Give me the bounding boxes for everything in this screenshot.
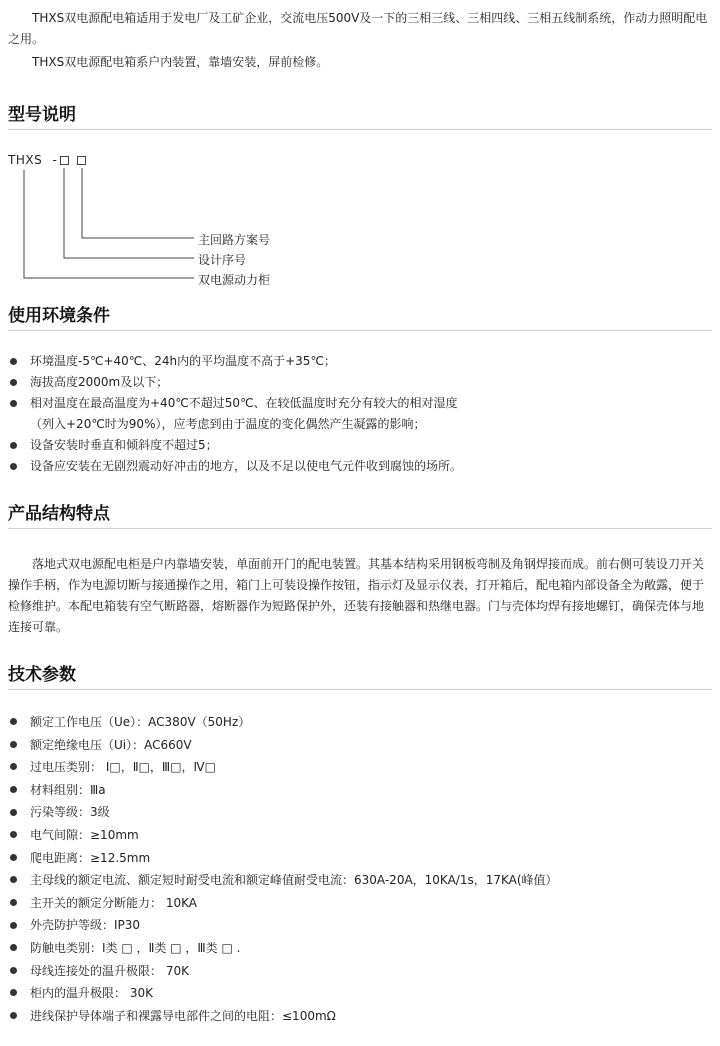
list-item bbox=[8, 869, 712, 892]
model-code-text: THXS bbox=[8, 153, 43, 167]
list-item bbox=[8, 435, 712, 456]
list-item-text: 材料组别：Ⅲa bbox=[30, 782, 106, 797]
list-item-text: 污染等级：3级 bbox=[30, 805, 110, 820]
list-item bbox=[8, 824, 712, 847]
environment-list bbox=[8, 351, 712, 477]
bullet-icon bbox=[10, 786, 17, 793]
bullet-icon bbox=[10, 944, 17, 951]
structure-section-heading bbox=[8, 503, 712, 529]
list-item-text: 海拔高度2000m及以下； bbox=[30, 375, 169, 389]
bullet-icon bbox=[10, 831, 17, 838]
list-item bbox=[8, 982, 712, 1005]
list-item-text: 外壳防护等级：IP30 bbox=[30, 918, 141, 933]
list-item-text: 环境温度-5℃+40℃、24h内的平均温度不高于+35℃； bbox=[30, 354, 336, 368]
list-item bbox=[8, 372, 712, 393]
bullet-icon bbox=[10, 922, 17, 929]
list-item bbox=[8, 779, 712, 802]
bullet-icon bbox=[10, 463, 17, 470]
bullet-icon bbox=[10, 763, 17, 770]
intro-paragraph-2: THXS双电源配电箱系户内装置，靠墙安装，屏前检修。 bbox=[32, 55, 329, 69]
list-item-text: 额定工作电压（Ue）：AC380V（50Hz） bbox=[30, 715, 251, 729]
list-item-text: 电气间隙：≥10mm bbox=[30, 827, 139, 842]
list-item-text: 过电压类别： Ⅰ□，Ⅱ□，Ⅲ□，Ⅳ□ bbox=[30, 760, 216, 775]
list-item bbox=[8, 393, 712, 435]
model-code-dash: - bbox=[52, 153, 58, 167]
model-label-cabinet: 双电源动力柜 bbox=[198, 273, 271, 287]
list-item-text: 母线连接处的温升极限： 70K bbox=[30, 963, 189, 978]
tech-heading-text: 技术参数 bbox=[8, 665, 76, 685]
list-item bbox=[8, 351, 712, 372]
list-item-text: 设备应安装在无剧烈震动好冲击的地方，以及不足以使电气元件收到腐蚀的场所。 bbox=[30, 459, 463, 473]
list-item bbox=[8, 914, 712, 937]
model-label-design-no: 设计序号 bbox=[198, 253, 247, 267]
bullet-icon bbox=[10, 989, 17, 996]
list-item bbox=[8, 892, 712, 915]
list-item bbox=[8, 711, 712, 734]
environment-heading-text: 使用环境条件 bbox=[8, 306, 110, 326]
structure-heading-text: 产品结构特点 bbox=[8, 504, 110, 524]
bullet-icon bbox=[10, 718, 17, 725]
bullet-icon bbox=[10, 400, 17, 407]
list-item-text: 防触电类别：Ⅰ类 □ ，Ⅱ类 □ ，Ⅲ类 □ . bbox=[30, 940, 241, 955]
list-item bbox=[8, 937, 712, 960]
bullet-icon bbox=[10, 854, 17, 861]
structure-paragraph: 落地式双电源配电柜是户内靠墙安装，单面前开门的配电装置。其基本结构采用钢板弯制及角钢焊接而成。前右侧可装设刀开关操作手柄，作为电源切断与接通操作之用，箱门上可装设操作按钮，指示灯及显示仪表，打开箱后，配电箱内部设备全为敞露，便于检修维护。本配电箱装有空气断路器，熔断器作为短路保护外，还装有接触器和热继电器。门与壳体均焊有接地螺钉，确保壳体与地连接可靠。 bbox=[8, 557, 705, 634]
bullet-icon bbox=[10, 741, 17, 748]
bullet-icon bbox=[10, 442, 17, 449]
list-item bbox=[8, 847, 712, 870]
list-item bbox=[8, 734, 712, 757]
line-cabinet bbox=[24, 170, 194, 278]
bullet-icon bbox=[10, 379, 17, 386]
list-item-text: 额定绝缘电压（Ui）：AC660V bbox=[30, 737, 192, 752]
model-heading-text: 型号说明 bbox=[8, 105, 76, 125]
intro-paragraph-1: THXS双电源配电箱适用于发电厂及工矿企业，交流电压500V及一下的三相三线、三相四线、三相五线制系统，作动力照明配电之用。 bbox=[8, 11, 708, 46]
line-main-circuit bbox=[82, 168, 194, 238]
list-item-text: 爬电距离：≥12.5mm bbox=[30, 850, 151, 865]
model-diagram-lines bbox=[0, 0, 720, 290]
environment-section-heading bbox=[8, 305, 712, 331]
tech-list bbox=[8, 711, 712, 1027]
bullet-icon bbox=[10, 967, 17, 974]
bullet-icon bbox=[10, 809, 17, 816]
list-item bbox=[8, 1005, 712, 1028]
list-item-text: 主母线的额定电流、额定短时耐受电流和额定峰值耐受电流：630A-20A，10KA/1s，17KA(峰值） bbox=[30, 873, 558, 888]
line-design-no bbox=[64, 168, 194, 258]
list-item-continuation: （列入+20℃时为90%），应考虑到由于温度的变化偶然产生凝露的影响； bbox=[30, 417, 426, 431]
list-item bbox=[8, 756, 712, 779]
bullet-icon bbox=[10, 876, 17, 883]
list-item bbox=[8, 960, 712, 983]
list-item bbox=[8, 456, 712, 477]
list-item-text: 柜内的温升极限： 30K bbox=[30, 986, 153, 1001]
list-item-text: 设备安装时垂直和倾斜度不超过5； bbox=[30, 438, 218, 452]
list-item-text: 主开关的额定分断能力： 10KA bbox=[30, 895, 197, 910]
bullet-icon bbox=[10, 899, 17, 906]
tech-section-heading bbox=[8, 664, 712, 690]
bullet-icon bbox=[10, 358, 17, 365]
list-item-text: 相对温度在最高温度为+40℃不超过50℃、在较低温度时充分有较大的相对湿度 bbox=[30, 396, 458, 410]
bullet-icon bbox=[10, 1012, 17, 1019]
list-item-text: 进线保护导体端子和裸露导电部件之间的电阻：≤100mΩ bbox=[30, 1008, 336, 1023]
model-label-main-circuit: 主回路方案号 bbox=[198, 233, 271, 247]
list-item bbox=[8, 801, 712, 824]
